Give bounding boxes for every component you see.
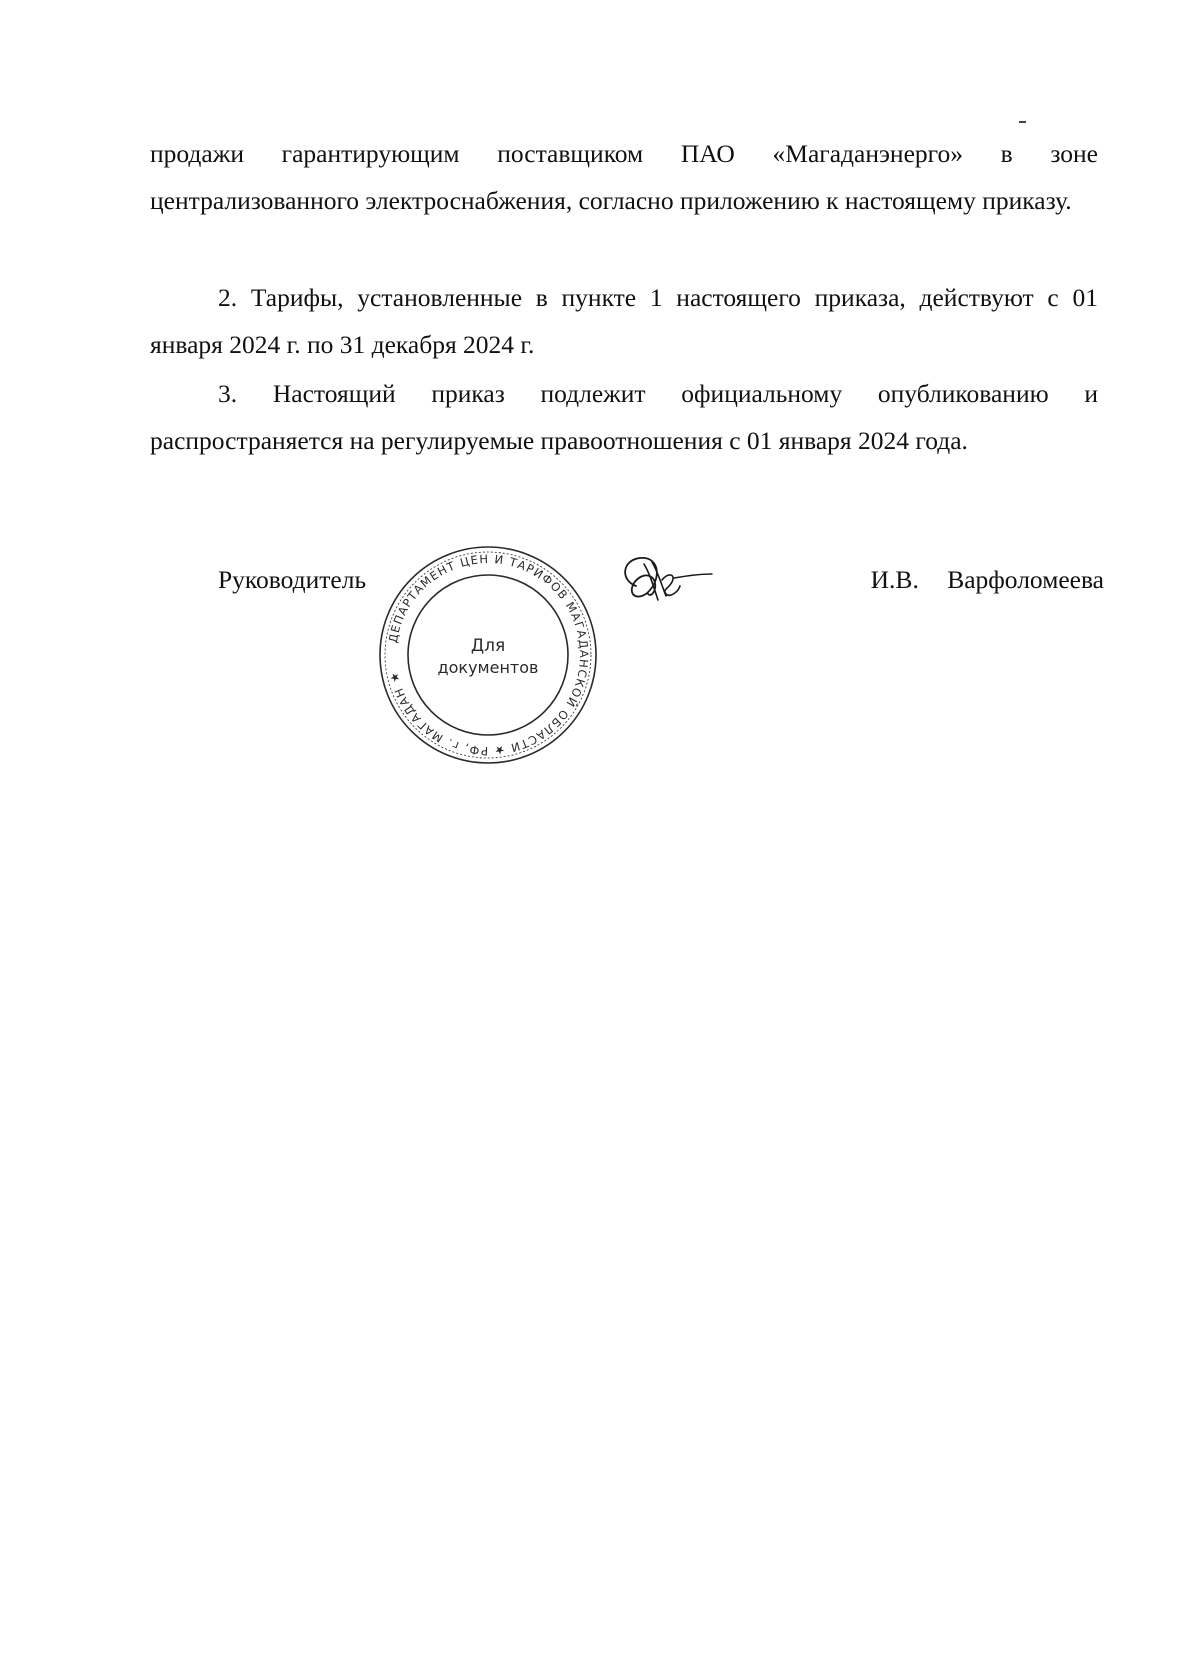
handwritten-signature: [614, 550, 714, 610]
signatory-name: И.В. Варфоломеева: [870, 565, 1104, 594]
seal-center-line-1: Для: [470, 636, 506, 656]
paragraph-1: продажи гарантирующим поставщиком ПАО «Магаданэнерго» в зоне централизованного электроснабжения, согласно приложению к настоящему приказу.: [150, 139, 1098, 215]
seal-center-line-2: документов: [437, 658, 539, 677]
scan-speck: [1019, 121, 1026, 123]
signatory-role: Руководитель: [218, 565, 367, 594]
paragraph-2: 2. Тарифы, установленные в пункте 1 настоящего приказа, действуют с 01 января 2024 г. по 31 декабря 2024 г.: [150, 283, 1098, 359]
official-seal-stamp: [374, 541, 602, 769]
paragraph-3: 3. Настоящий приказ подлежит официальному опубликованию и распространяется на регулируемые правоотношения с 01 января 2024 года.: [150, 379, 1098, 455]
seal-ring-text: ДЕПАРТАМЕНТ ЦЕН И ТАРИФОВ МАГАДАНСКОЙ ОБЛАСТИ ★ РФ, г. МАГАДАН ★: [385, 551, 592, 759]
